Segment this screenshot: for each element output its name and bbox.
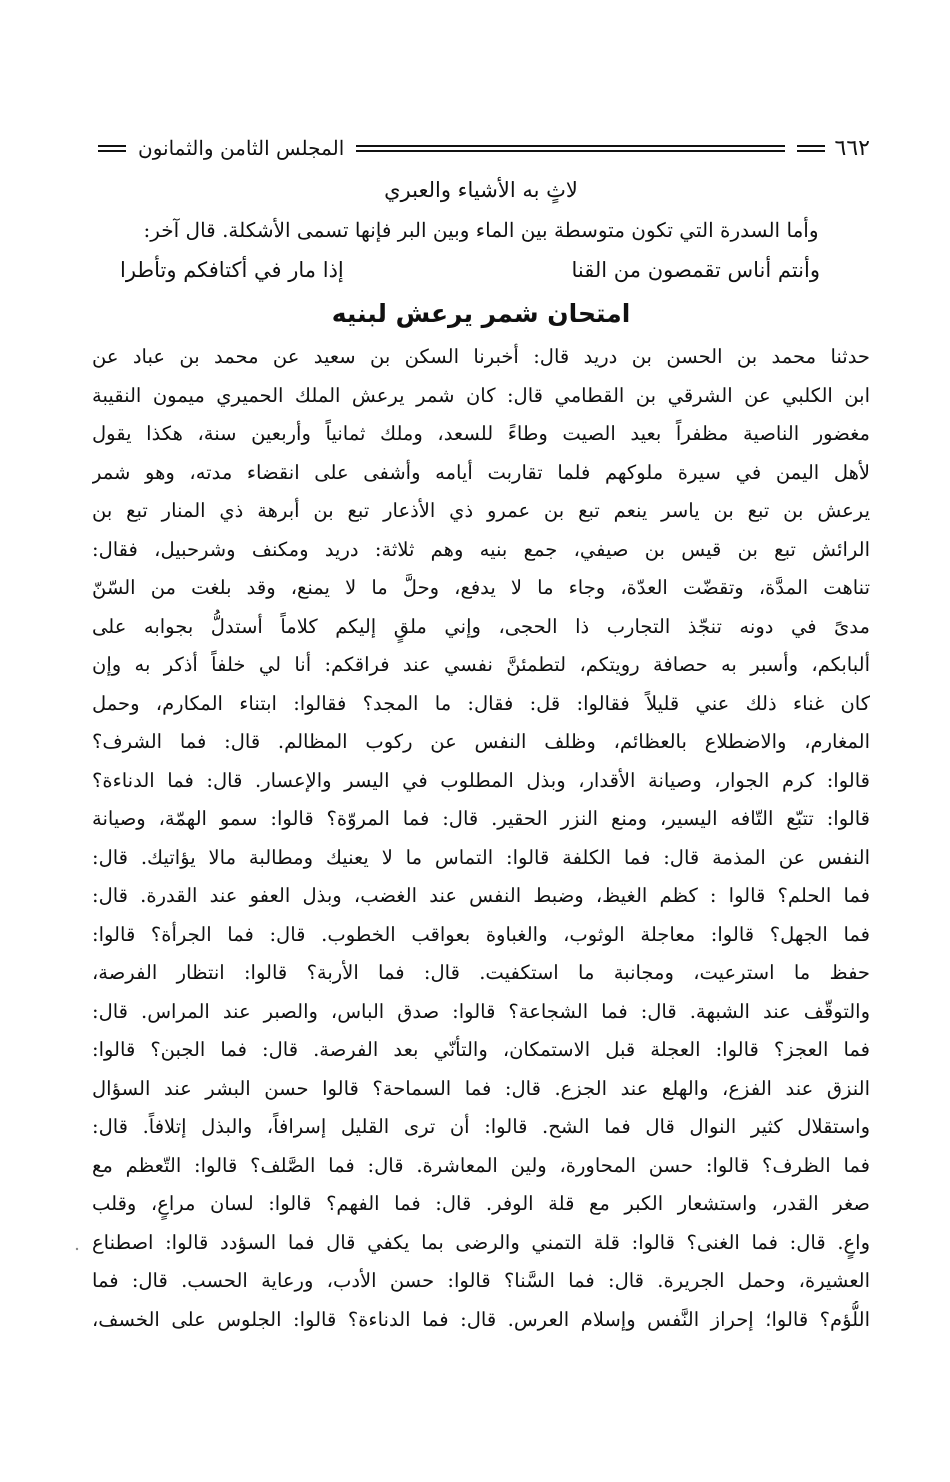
text-line: النفس عن المذمة قال: فما الكلفة قالوا: التماس ما لا يعنيك ومطالبة مالا يؤاتيك. قال: [92,845,870,869]
text-line: مغضور الناصية مظفراً بعيد الصيت وطاءً للسعد، وملك ثمانياً وأربعين سنة، هكذا يقول [92,422,870,445]
text-line: كان غناء ذلك عني قليلاً فقالوا: قل: فقال: ما المجد؟ فقالوا: ابتناء المكارم، وحمل [92,691,870,715]
text-line: لأهل اليمن في سيرة ملوكهم فلما تقاربت أيامه وأشفى على انقضاء مدته، وهو شمر [92,460,870,484]
header-rule [356,145,784,152]
verse [120,250,820,290]
prose-line: وأما السدرة التي تكون متوسطة بين الماء وبين البر فإنها تسمى الأشكلة. قال آخر: [143,218,819,242]
text-line: فما العجز؟ قالوا: العجلة قبل الاستمكان، والتأنّي بعد الفرصة. قال: فما الجبن؟ قالوا: [92,1038,870,1061]
text-line: ألبابكم، وأسبر به حصافة رويتكم، لتطمئنَّ نفسي عند فراقكم: أنا لي خلفاً أذكر به وإن [92,653,870,676]
header-rule [98,145,126,152]
text-line: ابن الكلبي عن الشرقي بن القطامي قال: كان شمر يرعش الملك الحميري ميمون النقيبة [92,383,870,407]
text-line: حفظ ما استرعيت، ومجانبة ما استكفيت. قال: فما الأربة؟ قالوا: انتظار الفرصة، [92,961,870,984]
body-text [92,338,870,1339]
header-rule [797,145,825,152]
text-line: النزق عند الفزع، والهلع عند الجزع. قال: فما السماحة؟ قالوا حسن البشر عند السؤال [92,1076,870,1100]
text-line: العشيرة، وحمل الجريرة. قال: فما السَّنا؟ قالوا: حسن الأدب، ورعاية الحسب. قال: فما [92,1269,870,1292]
text-line: فما الجهل؟ قالوا: معاجلة الوثوب، والغباوة بعواقب الخطوب. قال: فما الجرأة؟ قالوا: [92,922,870,946]
margin-dot-mark [70,1242,84,1256]
text-line: تناهت المدَّة، وتقضّت العدّة، وجاء ما لا يدفع، وحلَّ ما لا يمنع، وقد بلغت من السّنّ [92,576,870,599]
text-line: واعٍ. قال: فما الغنى؟ قالوا: قلة التمني والرضى بما يكفي قال فما السؤدد قالوا: اصطناع [92,1230,870,1254]
text-line: فما الظرف؟ قالوا: حسن المحاورة، ولين المعاشرة. قال: فما الصَّلف؟ قالوا: التّعظم مع [92,1153,870,1177]
text-line: صغر القدر، واستشعار الكبر مع قلة الوفر. قال: فما الفهم؟ قالوا: لسان مراعٍ، وقلب [92,1192,870,1215]
text-line: يرعش بن تبع بن ياسر ينعم تبع بن عمرو ذي الأذعار تبع بن أبرهة ذي المنار تبع بن [92,499,870,522]
intro-line: لاثٍ به الأشياء والعبري [384,178,578,202]
text-line: اللُّؤم؟ قالوا؛ إحراز النَّفس وإسلام العرس. قال: فما الدناءة؟ قالوا: الجلوس على الخسف، [92,1307,870,1331]
text-line: واستقلال كثير النوال قال فما الشح. قالوا: أن ترى القليل إسرافاً، والبذل إتلافاً. قال: [92,1115,870,1138]
text-line: والتوقّف عند الشبهة. قال: فما الشجاعة؟ قالوا: صدق الباس، والصبر عند المراس. قال: [92,999,870,1023]
section-title: امتحان شمر يرعش لبنيه [331,299,631,328]
text-line: حدثنا محمد بن الحسن بن دريد قال: أخبرنا السكن بن سعيد عن محمد بن عباد عن [92,345,870,368]
text-line: المغارم، والاضطلاع بالعظائم، وظلف النفس عن ركوب المظالم. قال: فما الشرف؟ [92,730,870,753]
text-line: مدىً في دونه تنجّذ التجارب ذا الحجى، وإني ملقٍ إليكم كلاماً أستدلُّ بجوابه على [92,614,870,638]
text-line: قالوا: كرم الجوار، وصيانة الأقدار، وبذل المطلوب في اليسر والإعسار. قال: فما الدناءة؟ [92,768,870,792]
verse-second-hemistich: إذا مار في أكتافكم وتأطرا [120,258,344,282]
text-line: الرائش تبع بن قيس بن صيفي، جمع بنيه وهم ثلاثة: دريد ومكنف وشرحبيل، فقال: [92,537,870,561]
text-line: قالوا: تتبّع التّافه اليسير، ومنع النزر الحقير. قال: فما المروّة؟ قالوا: سمو الهمّة، وصيانة [92,807,870,830]
page-number: ٦٦٢ [834,135,870,161]
running-title: المجلس الثامن والثمانون [138,136,345,160]
verse-first-hemistich: وأنتم أناس تقمصون من القنا [571,258,820,282]
running-header [92,128,870,168]
text-line: فما الحلم؟ قالوا : كظم الغيظ، وضبط النفس عند الغضب، وبذل العفو عند القدرة. قال: [92,884,870,907]
